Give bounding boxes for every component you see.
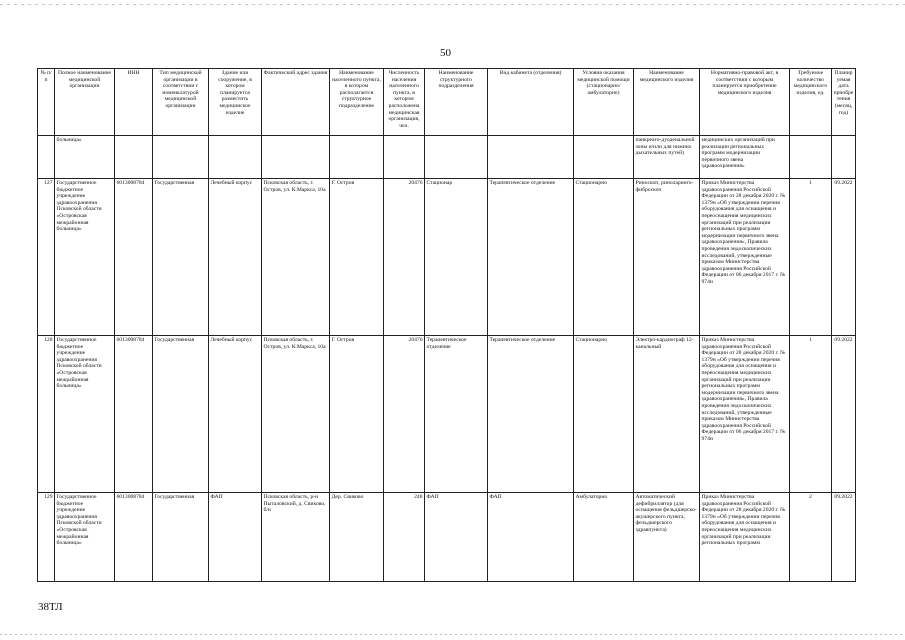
cell-type: Государственная	[153, 179, 209, 336]
cell-empty	[832, 136, 856, 179]
header-cell: Вид кабинета (отделения)	[488, 69, 574, 136]
cell-empty	[115, 136, 153, 179]
cell-device: Риноскоп, риноларинго-фиброскоп	[634, 179, 700, 336]
scan-artifact-bottom	[0, 634, 905, 635]
header-cell: Наименование структурного подразделения	[425, 69, 488, 136]
cell-inn: 6013008784	[115, 179, 153, 336]
cell-inn: 6013008784	[115, 493, 153, 582]
cell-locality: Дер. Свиково	[330, 493, 384, 582]
table-row	[38, 179, 856, 336]
cell-empty	[262, 136, 330, 179]
cell-building: Лечебный корпус	[209, 336, 262, 493]
cell-cabinet: ФАП	[488, 493, 574, 582]
cell-type: Государственная	[153, 493, 209, 582]
cell-address: Псковская область, г. Остров, ул. К.Маркса, 10а	[262, 336, 330, 493]
cell-building: Лечебный корпус	[209, 179, 262, 336]
header-cell: Полное наименование медицинской организации	[55, 69, 115, 136]
header-cell: ИНН	[115, 69, 153, 136]
cell-inn: 6013008784	[115, 336, 153, 493]
table-row	[38, 336, 856, 493]
cell-population: 248	[384, 493, 425, 582]
cell-building: ФАП	[209, 493, 262, 582]
cell-population: 20476	[384, 336, 425, 493]
header-cell: Фактический адрес здания	[262, 69, 330, 136]
cell-locality: Г. Остров	[330, 179, 384, 336]
cell-empty	[330, 136, 384, 179]
cell-org: Государственное бюджетное учреждение здравоохранения Псковской области «Островская межрайонная больница»	[55, 179, 115, 336]
cell-device: панкреато-дуоденальной зоны и/или для нижних дыхательных путей)	[634, 136, 700, 179]
header-cell: Требуемое количество медицинского изделия, ед.	[790, 69, 832, 136]
cell-act: Приказ Министерства здравоохранения Российской Федерации от 28 декабря 2020 г. № 1379н «Об утверждении перечня оборудования для оснащения и переоснащения медицинских организаций при реализации региональных программ	[700, 493, 790, 582]
cell-date: 09.2022	[832, 493, 856, 582]
cell-unit: ФАП	[425, 493, 488, 582]
cell-date: 09.2022	[832, 179, 856, 336]
table-row	[38, 493, 856, 582]
cell-org: больница»	[55, 136, 115, 179]
cell-empty	[209, 136, 262, 179]
table-header-row	[38, 69, 856, 136]
header-cell: Нормативно-правовой акт, в соответствии с которым планируется приобретение медицинского изделия	[700, 69, 790, 136]
cell-empty	[384, 136, 425, 179]
footer-code: 38ТЛ	[38, 601, 63, 613]
page-number: 50	[440, 47, 451, 59]
header-cell: Наименование медицинского изделия	[634, 69, 700, 136]
header-cell: Наименование населенного пункта, в котором располагается структурное подразделение	[330, 69, 384, 136]
cell-date: 09.2022	[832, 336, 856, 493]
header-cell: Здание или сооружение, в котором планируется разместить медицинское изделие	[209, 69, 262, 136]
cell-qty: 2	[790, 493, 832, 582]
cell-locality: Г. Остров	[330, 336, 384, 493]
cell-act: Приказ Министерства здравоохранения Российской Федерации от 28 декабря 2020 г. № 1379н «Об утверждении перечня оборудования для оснащения и переоснащения медицинских организаций при реализации региональных программ модернизации первичного звена здравоохранения», Правила проведения эндоскопических исследований, утвержденные приказом Министерства здравоохранения Российской Федерации от 06 декабря 2017 г. № 974н	[700, 179, 790, 336]
cell-org: Государственное бюджетное учреждение здравоохранения Псковской области «Островская межрайонная больница»	[55, 493, 115, 582]
cell-qty: 1	[790, 336, 832, 493]
header-cell: Планируемая дата приобретения (месяц, год)	[832, 69, 856, 136]
cell-address: Псковская область, г. Остров, ул. К.Маркса, 10а	[262, 179, 330, 336]
cell-device: Электро-кардиограф 12-канальный	[634, 336, 700, 493]
cell-cabinet: Терапевтическое отделение	[488, 179, 574, 336]
cell-cabinet: Терапевтическое отделение	[488, 336, 574, 493]
cell-act: Приказ Министерства здравоохранения Российской Федерации от 28 декабря 2020 г. № 1379н «Об утверждении перечня оборудования для оснащения и переоснащения медицинских организаций при реализации региональных программ модернизации первичного звена здравоохранения», Правила проведения эндоскопических исследований, утвержденные приказом Министерства здравоохранения Российской Федерации от 06 декабря 2017 г. № 974н	[700, 336, 790, 493]
cell-conditions: Стационарно	[574, 336, 634, 493]
cell-num: 129	[38, 493, 55, 582]
cell-address: Псковская область, р-н Пыталовский, д. Свиково, б/н	[262, 493, 330, 582]
cell-unit: Терапевтическое отделение	[425, 336, 488, 493]
cell-empty	[425, 136, 488, 179]
cell-num: 128	[38, 336, 55, 493]
cell-population: 20476	[384, 179, 425, 336]
header-cell: Численность населения населенного пункта, в котором расположена медицинская организация, чел.	[384, 69, 425, 136]
cell-qty: 1	[790, 179, 832, 336]
table-row-continuation	[38, 136, 856, 179]
cell-num: 127	[38, 179, 55, 336]
header-cell: № п/п	[38, 69, 55, 136]
header-cell: Условия оказания медицинской помощи (стационарно/ амбулаторно)	[574, 69, 634, 136]
cell-type: Государственная	[153, 336, 209, 493]
equipment-table	[37, 68, 856, 582]
cell-act: медицинских организаций при реализации региональных программ модернизации первичного звена здравоохранения»	[700, 136, 790, 179]
cell-conditions: Стационарно	[574, 179, 634, 336]
cell-empty	[574, 136, 634, 179]
cell-conditions: Амбулаторно	[574, 493, 634, 582]
cell-empty	[790, 136, 832, 179]
cell-org: Государственное бюджетное учреждение здравоохранения Псковской области «Островская межрайонная больница»	[55, 336, 115, 493]
cell-empty	[153, 136, 209, 179]
header-cell: Тип медицинской организации в соответствии с номенклатурой медицинской организации	[153, 69, 209, 136]
cell-empty	[38, 136, 55, 179]
scan-artifact-top	[0, 4, 905, 5]
cell-empty	[488, 136, 574, 179]
cell-unit: Стационар	[425, 179, 488, 336]
cell-device: Автоматический дефибриллятор (для оснащения фельдшерско-акушерского пункта, фельдшерского здравпункта)	[634, 493, 700, 582]
